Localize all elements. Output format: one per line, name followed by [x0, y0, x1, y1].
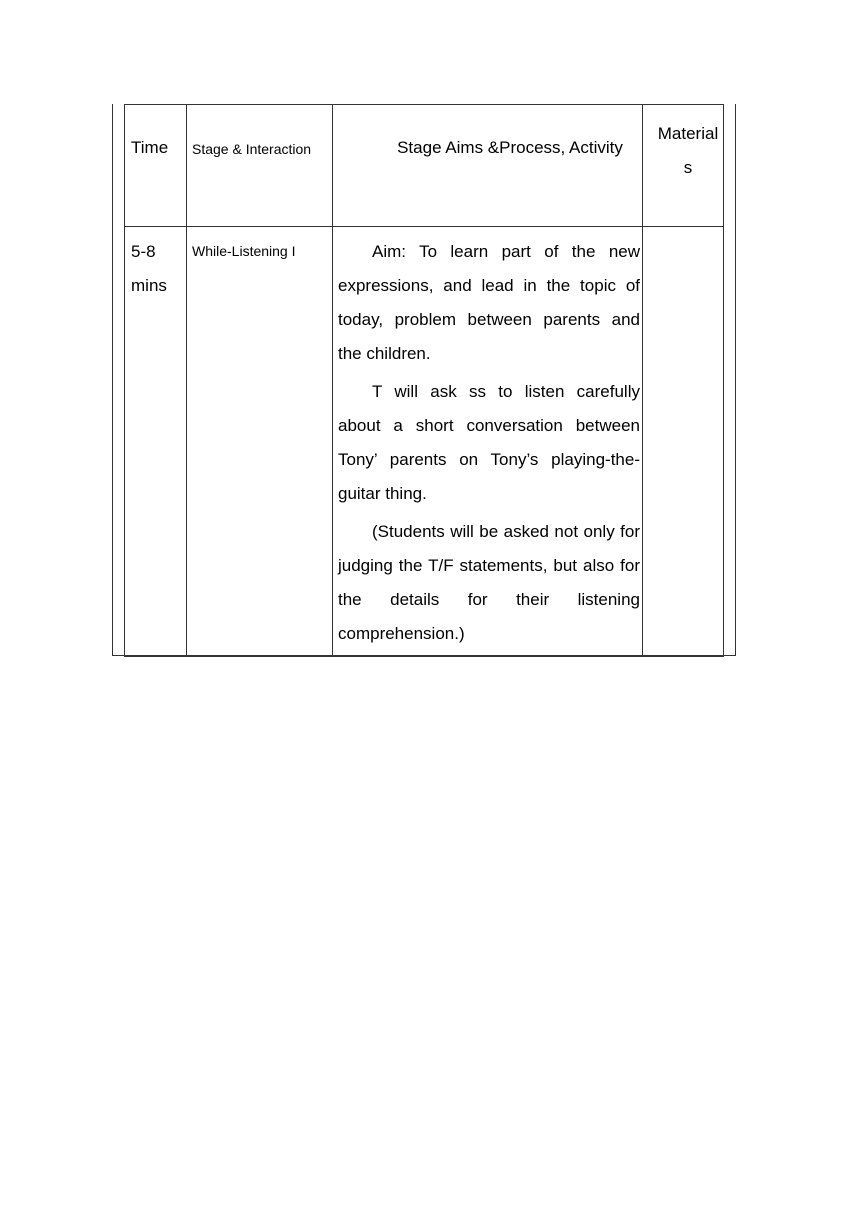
aims-paragraph-aim: Aim: To learn part of the new expressions, and lead in the topic of today, problem between parents and the children.	[338, 242, 640, 363]
cell-time	[125, 227, 187, 657]
aims-paragraph-process: T will ask ss to listen carefully about a short conversation between Tony’ parents on Tony’s playing-the-guitar thing.	[338, 382, 640, 503]
lesson-plan-table	[124, 104, 724, 657]
cell-aims	[333, 227, 643, 657]
header-time-label: Time	[131, 138, 169, 157]
table-row	[125, 227, 724, 657]
cell-stage	[187, 227, 333, 657]
header-cell-time	[125, 105, 187, 227]
header-materials-label: Materials	[657, 124, 719, 177]
header-cell-aims	[333, 105, 643, 227]
header-cell-materials	[643, 105, 724, 227]
header-cell-stage	[187, 105, 333, 227]
aims-paragraph-note: (Students will be asked not only for judging the T/F statements, but also for the details for their listening comprehension.)	[338, 522, 640, 643]
table-header-row	[125, 105, 724, 227]
header-stage-label: Stage & Interaction	[192, 141, 312, 157]
cell-materials	[643, 227, 724, 657]
header-aims-label: Stage Aims &Process, Activity	[397, 138, 623, 157]
aims-text	[333, 227, 642, 651]
stage-value: While-Listening I	[192, 243, 296, 259]
time-value: 5-8 mins	[131, 242, 167, 295]
